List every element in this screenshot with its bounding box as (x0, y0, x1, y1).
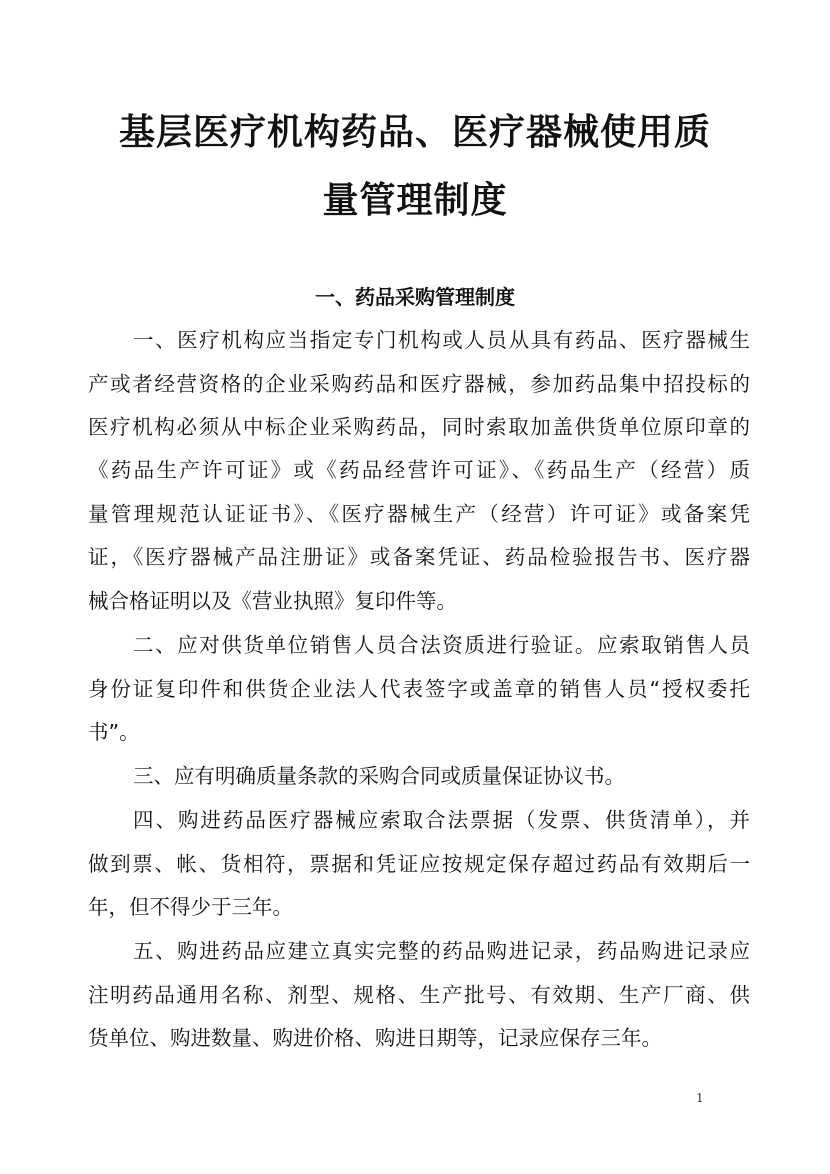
paragraph-2-line: 书”。 (88, 720, 140, 744)
paragraph-2-line: 二、应对供货单位销售人员合法资质进行验证。应索取销售人员 (133, 633, 750, 657)
paragraph-4-line: 四、购进药品医疗器械应索取合法票据（发票、供货清单），并 (133, 808, 750, 832)
paragraph-1-line: 一、医疗机构应当指定专门机构或人员从具有药品、医疗器械生 (133, 328, 750, 352)
paragraph-5-line: 注明药品通用名称、剂型、规格、生产批号、有效期、生产厂商、供 (88, 983, 750, 1007)
paragraph-2-line: 身份证复印件和供货企业法人代表签字或盖章的销售人员“授权委托 (88, 677, 750, 701)
paragraph-4-line: 做到票、帐、货相符，票据和凭证应按规定保存超过药品有效期后一 (88, 852, 750, 876)
document-title-line-1: 基层医疗机构药品、医疗器械使用质 (118, 112, 711, 153)
paragraph-4-line: 年，但不得少于三年。 (88, 895, 293, 919)
paragraph-1-line: 证，《医疗器械产品注册证》或备案凭证、药品检验报告书、医疗器 (88, 545, 750, 569)
paragraph-1-line: 量管理规范认证证书》、《医疗器械生产（经营）许可证》或备案凭 (88, 502, 750, 526)
paragraph-1-line: 《药品生产许可证》或《药品经营许可证》、《药品生产（经营）质 (88, 458, 750, 482)
paragraph-1-line: 产或者经营资格的企业采购药品和医疗器械，参加药品集中招投标的 (88, 372, 750, 396)
paragraph-1-line: 械合格证明以及《营业执照》复印件等。 (88, 589, 457, 613)
page-number: 1 (696, 1091, 704, 1105)
document-title-line-2: 量管理制度 (322, 180, 508, 221)
paragraph-3-line: 三、应有明确质量条款的采购合同或质量保证协议书。 (133, 764, 625, 788)
paragraph-5-line: 货单位、购进数量、购进价格、购进日期等，记录应保存三年。 (88, 1026, 662, 1050)
section-heading: 一、药品采购管理制度 (315, 285, 515, 309)
paragraph-1-line: 医疗机构必须从中标企业采购药品，同时索取加盖供货单位原印章的 (88, 415, 750, 439)
paragraph-5-line: 五、购进药品应建立真实完整的药品购进记录，药品购进记录应 (133, 939, 750, 963)
